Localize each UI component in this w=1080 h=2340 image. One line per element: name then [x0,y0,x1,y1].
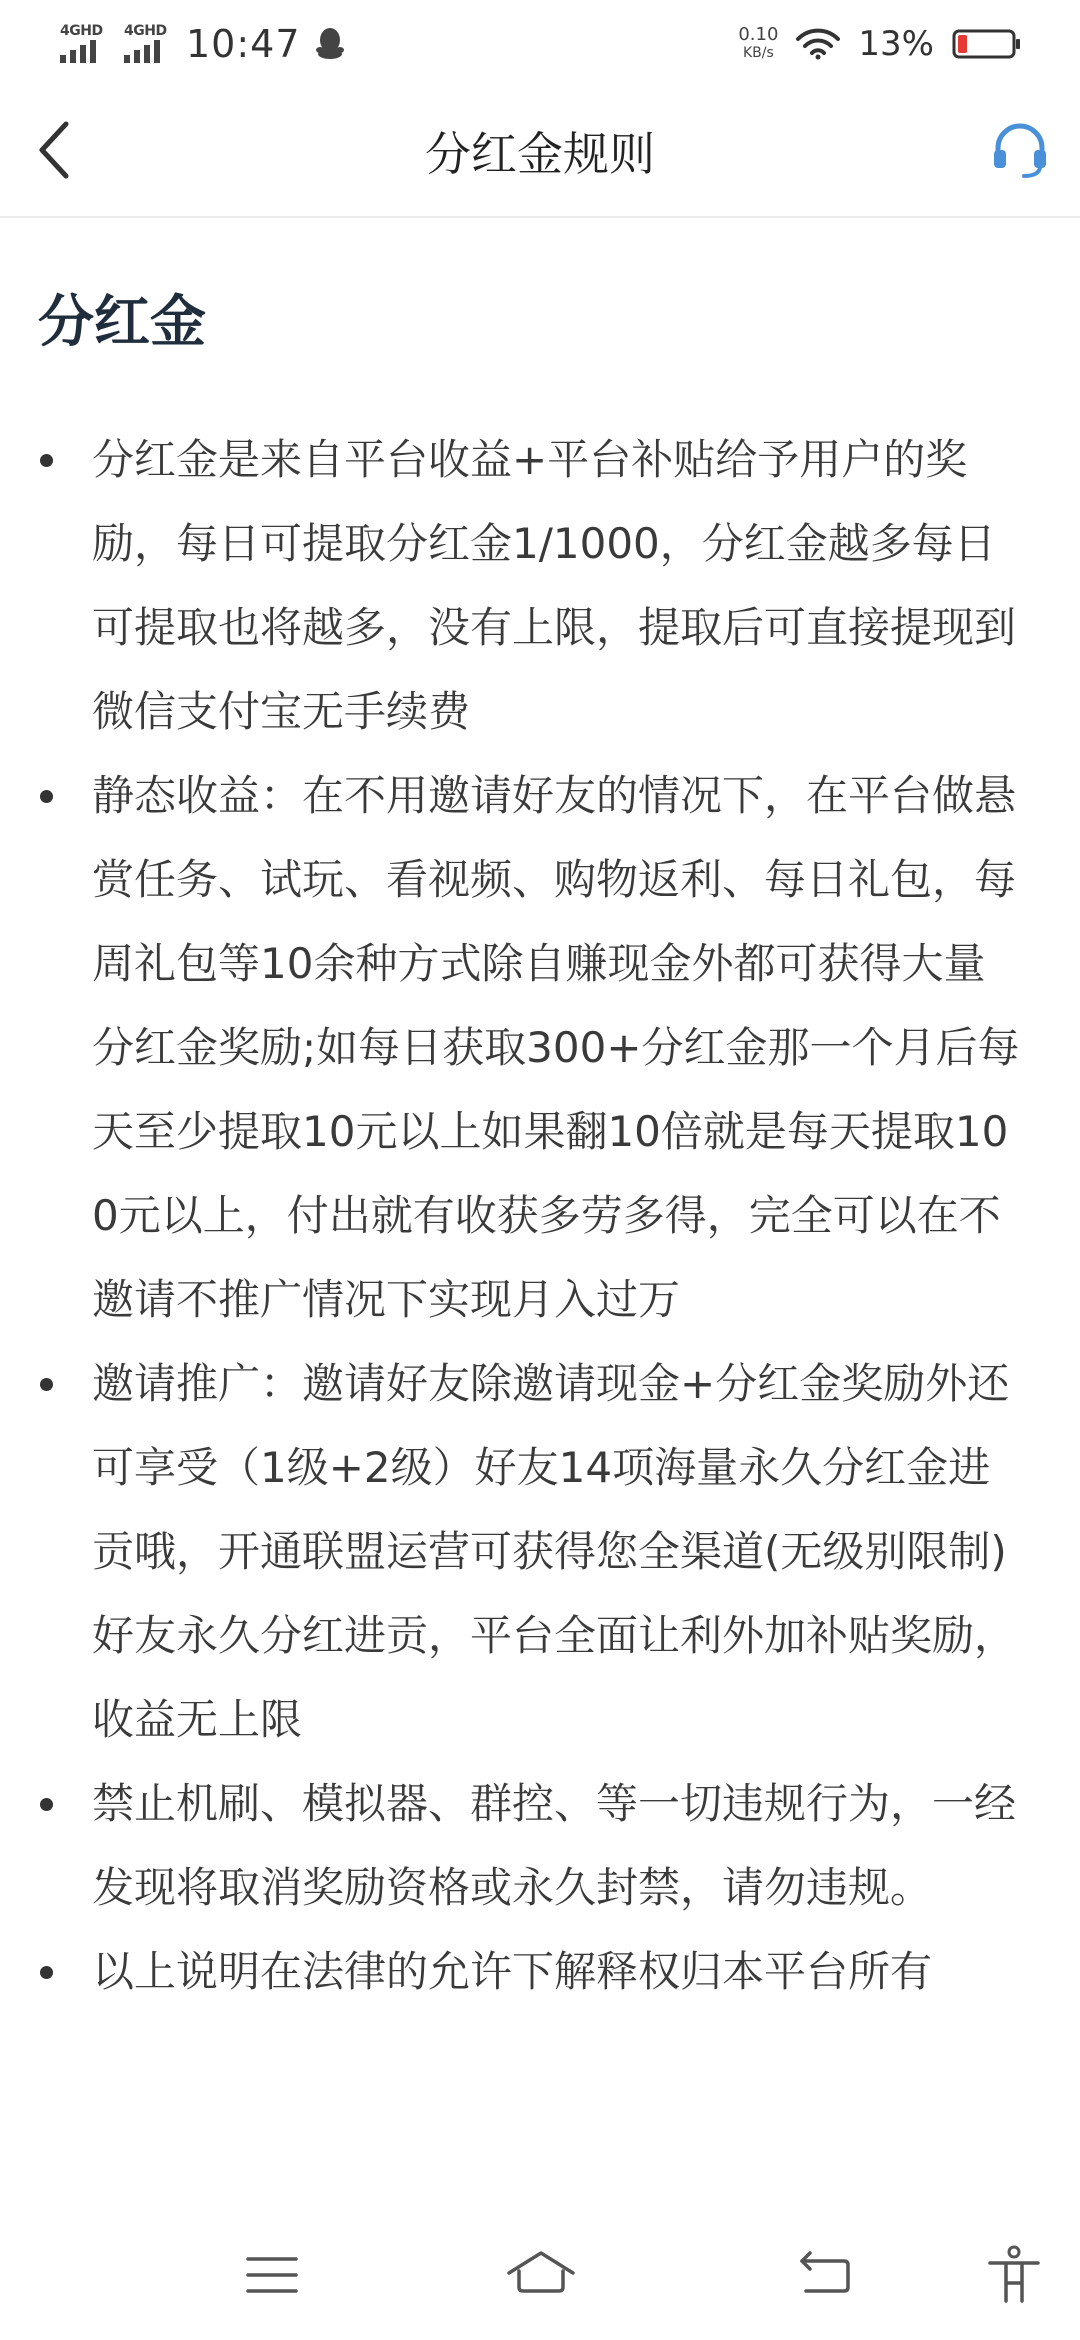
battery-percent: 13% [858,24,934,64]
app-header [0,84,1080,218]
page-title: 分红金规则 [425,127,655,181]
rule-item: 禁止机刷、模拟器、群控、等一切违规行为，一经发现将取消奖励资格或永久封禁，请勿违规。 [0,1762,1080,1930]
status-bar [0,0,1080,84]
speed-value: 0.10 [738,24,779,45]
status-bar-left [58,16,345,72]
qq-notification-icon [315,26,345,62]
customer-service-button[interactable] [988,118,1052,182]
speed-unit: KB/s [742,45,774,61]
wifi-icon [796,28,840,60]
battery-icon [952,28,1022,60]
accessibility-icon[interactable] [982,2243,1046,2307]
home-icon[interactable] [505,2243,577,2307]
rule-item: 分红金是来自平台收益+平台补贴给予用户的奖励，每日可提取分红金1/1000，分红金越多每日可提取也将越多，没有上限，提取后可直接提现到微信支付宝无手续费 [0,418,1080,754]
section-title: 分红金 [38,290,206,355]
rule-item: 邀请推广：邀请好友除邀请现金+分红金奖励外还可享受（1级+2级）好友14项海量永久分红金进贡哦，开通联盟运营可获得您全渠道(无级别限制)好友永久分红进贡，平台全面让利外加补贴奖励，收益无上限 [0,1342,1080,1762]
system-nav-bar [0,2213,1080,2340]
rules-content[interactable] [0,218,1080,2213]
signal-2-icon [122,21,172,67]
status-bar-right [738,16,1022,72]
rule-item: 静态收益：在不用邀请好友的情况下，在平台做悬赏任务、试玩、看视频、购物返利、每日礼包，每周礼包等10余种方式除自赚现金外都可获得大量分红金奖励;如每日获取300+分红金那一个月后每天至少提取10元以上如果翻10倍就是每天提取100元以上，付出就有收获多劳多得，完全可以在不邀请不推广情况下实现月入过万 [0,754,1080,1342]
network-speed [738,26,778,62]
network-type-1: 4GHD [60,23,103,39]
back-icon[interactable] [792,2243,856,2307]
signal-1-icon [58,21,108,67]
rule-item: 以上说明在法律的允许下解释权归本平台所有 [0,1930,1080,2014]
network-type-2: 4GHD [124,23,167,39]
menu-icon[interactable] [240,2243,304,2307]
rules-list [0,418,1080,2014]
clock: 10:47 [186,22,301,66]
